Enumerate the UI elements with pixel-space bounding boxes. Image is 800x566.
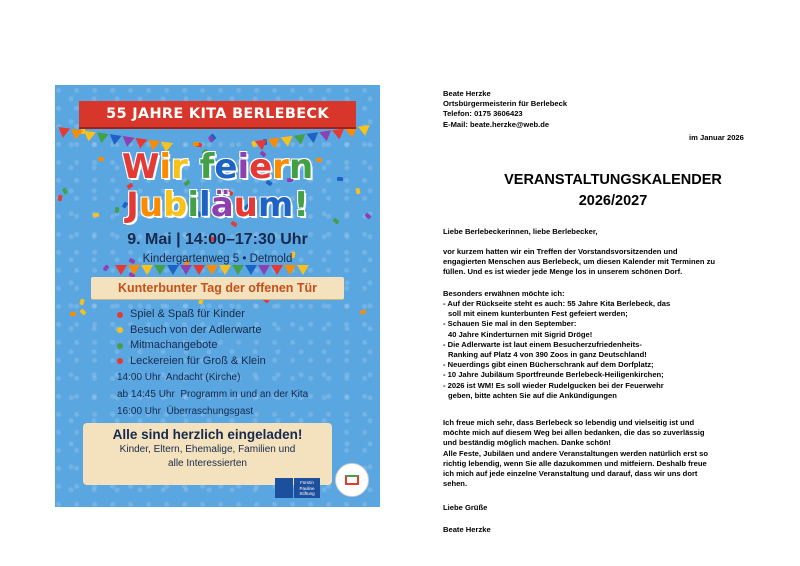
headline-letter: e — [214, 147, 238, 187]
bunting-flag — [141, 265, 153, 275]
confetti-piece — [79, 299, 84, 306]
confetti-piece — [359, 309, 366, 315]
intro-line: engagierten Menschen aus Berlebeck, um diesen Kalender mit Terminen zu — [443, 257, 716, 267]
bunting-flag — [167, 265, 179, 275]
bunting-flag — [121, 136, 134, 148]
letter-date: im Januar 2026 — [689, 133, 744, 142]
sender-line: Ortsbürgermeisterin für Berlebeck — [443, 99, 568, 109]
sender-line: Beate Herzke — [443, 89, 491, 98]
thanks-line: ich mich auf jede einzelne Veranstaltung und darauf, dass wir uns dort — [443, 469, 698, 479]
bunting-flag — [245, 265, 257, 275]
bunting-flag — [108, 134, 121, 146]
bullet-dot-icon — [117, 343, 123, 349]
headline-letter: l — [199, 185, 211, 225]
intro-line: füllen. Und es ist wieder jede Menge los in unserem schönen Dorf. — [443, 267, 683, 277]
letter-highlights-list — [443, 299, 778, 401]
schedule-item: 16:00 Uhr Überraschungsgast — [117, 406, 254, 417]
thanks-line: sehen. — [443, 479, 468, 489]
bunting-flag — [281, 136, 294, 148]
bunting-flag — [319, 130, 332, 142]
kita-logo — [335, 463, 369, 497]
confetti-piece — [79, 309, 86, 316]
list-item: - 2026 ist WM! Es soll wieder Rudelgucken bei der Feuerwehr — [443, 380, 664, 390]
feature-label: Leckereien für Groß & Klein — [130, 354, 266, 367]
bullet-dot-icon — [117, 312, 123, 318]
feature-label: Mitmachangebote — [130, 339, 218, 351]
feature-item — [117, 354, 266, 370]
headline-letter: r — [170, 147, 200, 187]
headline-letter: J — [126, 185, 139, 225]
list-item: - Schauen Sie mal in den September: — [443, 319, 577, 329]
headline-letter: e — [249, 147, 273, 187]
poster-banner-title: 55 JAHRE KITA BERLEBECK — [79, 101, 356, 127]
thanks-line: möchte mich auf diesem Weg bei allen bedanken, die das so zuverlässig — [443, 428, 705, 438]
bunting-flag — [193, 265, 205, 275]
letter-closing: Liebe Grüße — [443, 503, 488, 512]
letter-title: VERANSTALTUNGSKALENDER — [504, 172, 722, 188]
letter-title-year: 2026/2027 — [578, 193, 648, 209]
bunting-flag — [297, 265, 309, 275]
bunting-flag — [83, 131, 96, 143]
headline-letter: n — [288, 147, 314, 187]
feature-label: Besuch von der Adlerwarte — [130, 323, 262, 336]
list-item: - 10 Jahre Jubiläum Sportfreunde Berlebeck-Heiligenkirchen; — [443, 370, 664, 380]
headline-letter: b — [163, 185, 188, 225]
confetti-piece — [193, 142, 199, 146]
sender-line: E-Mail: beate.herzke@web.de — [443, 119, 550, 129]
bunting-flag — [358, 125, 371, 137]
intro-line: vor kurzem hatten wir ein Treffen der Vorstandsvorsitzenden und — [443, 247, 678, 256]
invite-subline-2: alle Interessierten — [168, 458, 247, 469]
bunting-flag — [70, 129, 83, 141]
schedule-item: 14:00 Uhr Andacht (Kirche) — [117, 372, 241, 383]
confetti-piece — [70, 312, 76, 317]
headline-letter: i — [237, 147, 250, 187]
letter-greeting: Liebe Berlebeckerinnen, liebe Berlebecker, — [443, 227, 598, 236]
list-item: - Neuerdings gibt einen Bücherschrank auf dem Dorfplatz; — [443, 360, 654, 370]
bunting-flag — [206, 265, 218, 275]
headline-letter: m — [257, 185, 294, 225]
bullet-dot-icon — [117, 358, 123, 364]
feature-label: Spiel & Spaß für Kinder — [130, 308, 245, 320]
headline-letter: f — [199, 147, 215, 187]
headline-letter: r — [272, 147, 289, 187]
list-item: soll mit einem kunterbunten Fest gefeiert werden; — [448, 309, 628, 319]
poster-invite-box — [83, 423, 332, 485]
bunting-flag — [232, 265, 244, 275]
confetti-piece — [103, 264, 110, 271]
headline-letter: ! — [293, 185, 309, 225]
bullet-dot-icon — [117, 327, 123, 333]
poster-date-time: 9. Mai | 14:00–17:30 Uhr — [127, 231, 308, 248]
bunting-flag — [180, 265, 192, 275]
headline-letter: ä — [210, 185, 234, 225]
sender-block — [443, 89, 567, 130]
letter-thanks — [443, 418, 778, 489]
schedule-item: ab 14:45 Uhr Programm in und an der Kita — [117, 389, 309, 400]
bunting-flag — [154, 265, 166, 275]
bunting-flag — [293, 134, 306, 146]
bunting-mid — [115, 265, 309, 275]
headline-letter: i — [159, 147, 171, 187]
list-item: 40 Jahre Kinderturnen mit Sigrid Dröge! — [448, 329, 593, 339]
bunting-flag — [284, 265, 296, 275]
poster-headline-line2 — [55, 185, 380, 225]
sponsor-logo-mark — [275, 478, 293, 498]
poster-address: Kindergartenweg 5 • Detmold — [142, 253, 293, 265]
headline-letter: u — [138, 185, 164, 225]
letter-list-heading: Besonders erwähnen möchte ich: — [443, 289, 565, 298]
bunting-flag — [115, 265, 127, 275]
headline-letter: i — [187, 185, 200, 225]
bunting-flag — [95, 132, 108, 144]
letter-signature-name: Beate Herzke — [443, 525, 491, 534]
bunting-flag — [57, 127, 70, 139]
poster-subtitle-banner: Kunterbunter Tag der offenen Tür — [91, 277, 344, 299]
letter-intro — [443, 247, 778, 278]
list-item: geben, bitte achten Sie auf die Ankündigungen — [448, 390, 617, 400]
sender-line: Telefon: 0175 3606423 — [443, 109, 523, 119]
bunting-flag — [219, 265, 231, 275]
poster-schedule — [117, 369, 308, 420]
list-item: Ranking auf Platz 4 von 390 Zoos in ganz Deutschland! — [448, 350, 647, 360]
thanks-line: Alle Feste, Jubiläen und andere Veranstaltungen werden natürlich erst so — [443, 448, 709, 458]
bunting-flag — [345, 127, 358, 139]
invite-subline-1: Kinder, Eltern, Ehemalige, Familien und — [119, 444, 296, 455]
headline-letter: u — [233, 185, 258, 225]
thanks-line: Ich freue mich sehr, dass Berlebeck so lebendig und vielseitig ist und — [443, 418, 695, 427]
feature-item — [117, 307, 266, 323]
house-icon — [345, 475, 359, 485]
event-poster — [55, 85, 380, 507]
bunting-flag — [271, 265, 283, 275]
feature-item — [117, 323, 266, 339]
list-item: - Die Adlerwarte ist laut einem Besucherzufriedenheits- — [443, 339, 642, 349]
list-item: - Auf der Rückseite steht es auch: 55 Jahre Kita Berlebeck, das — [443, 299, 671, 308]
sponsor-logo-text: Fürstin Pauline Stiftung — [294, 478, 320, 498]
headline-letter: W — [121, 147, 160, 187]
poster-headline-line1 — [55, 147, 380, 187]
thanks-line: richtig lebendig, wenn Sie alle dazukommen und mitfeiern. Deshalb freue — [443, 458, 707, 468]
invite-title: Alle sind herzlich eingeladen! — [112, 427, 303, 442]
feature-item — [117, 338, 266, 354]
bunting-flag — [128, 265, 140, 275]
thanks-line: und beständig möglich machen. Danke schön! — [443, 438, 611, 448]
bunting-flag — [258, 265, 270, 275]
poster-feature-list — [117, 307, 266, 369]
bunting-flag — [306, 132, 319, 144]
bunting-flag — [332, 129, 345, 141]
